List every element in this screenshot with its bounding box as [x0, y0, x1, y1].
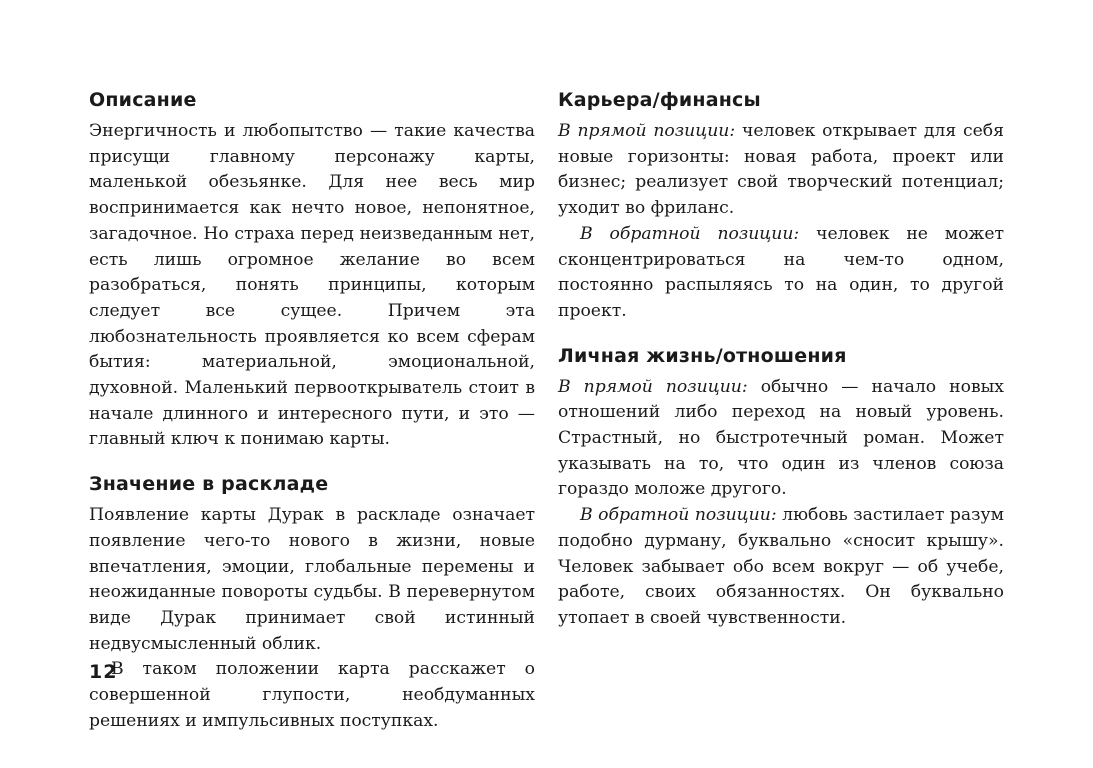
love-upright-label: В прямой позиции:	[558, 376, 748, 397]
love-upright-text: обычно — начало новых отношений либо переход на новый уровень. Страстный, но быстротечный роман. Может указывать на то, что один из членов союза гораздо моложе другого.	[558, 376, 1004, 500]
career-heading: Карьера/финансы	[558, 89, 761, 111]
meaning-paragraph-2: В таком положении карта расскажет о совершенной глупости, необдуманных решениях и импульсивных поступках.	[89, 659, 535, 731]
career-upright-label: В прямой позиции:	[558, 121, 736, 141]
love-reversed-label: В обратной позиции:	[580, 505, 777, 526]
page-number: 12	[89, 661, 118, 683]
career-reversed-paragraph	[558, 222, 1004, 325]
love-upright-paragraph	[558, 375, 1004, 504]
meaning-paragraph-1: Появление карты Дурак в раскладе означает появление чего-то нового в жизни, новые впечатления, эмоции, глобальные перемены и неожиданные повороты судьбы. В перевернутом виде Дурак принимает свой истинный недвусмысленный облик.	[89, 505, 535, 654]
career-upright-text: человек открывает для себя новые горизонты: новая работа, проект или бизнес; реализует свой творческий потенциал; уходит во фриланс.	[558, 121, 1004, 219]
career-reversed-label: В обратной позиции:	[580, 223, 800, 244]
career-reversed-text: человек не может сконцентрироваться на чем-то одном, постоянно распыляясь то на один, то другой проект.	[558, 223, 1004, 321]
love-reversed-text: любовь застилает разум подобно дурману, буквально «сносит крышу». Человек забывает обо всем вокруг — об учебе, работе, своих обязанностях. Он буквально утопает в своей чувственности.	[558, 505, 1004, 628]
love-heading: Личная жизнь/отношения	[558, 344, 847, 367]
left-column	[89, 87, 535, 734]
description-paragraph: Энергичность и любопытство — такие качества присущи главному персонажу карты, маленькой обезьянке. Для нее весь мир воспринимается как нечто новое, непонятное, загадочное. Но страха перед неизведанным нет, есть лишь огромное желание во всем разобраться, понять принципы, которым следует все сущее. Причем эта любознательность проявляется ко всем сферам бытия: материальной, эмоциональной, духовной. Маленький первооткрыватель стоит в начале длинного и интересного пути, и это — главный ключ к понимаю карты.	[89, 121, 535, 450]
meaning-heading: Значение в раскладе	[89, 473, 329, 496]
right-column	[558, 87, 1004, 632]
career-upright-paragraph	[558, 119, 1004, 222]
description-heading: Описание	[89, 89, 197, 111]
love-reversed-paragraph	[558, 503, 1004, 632]
